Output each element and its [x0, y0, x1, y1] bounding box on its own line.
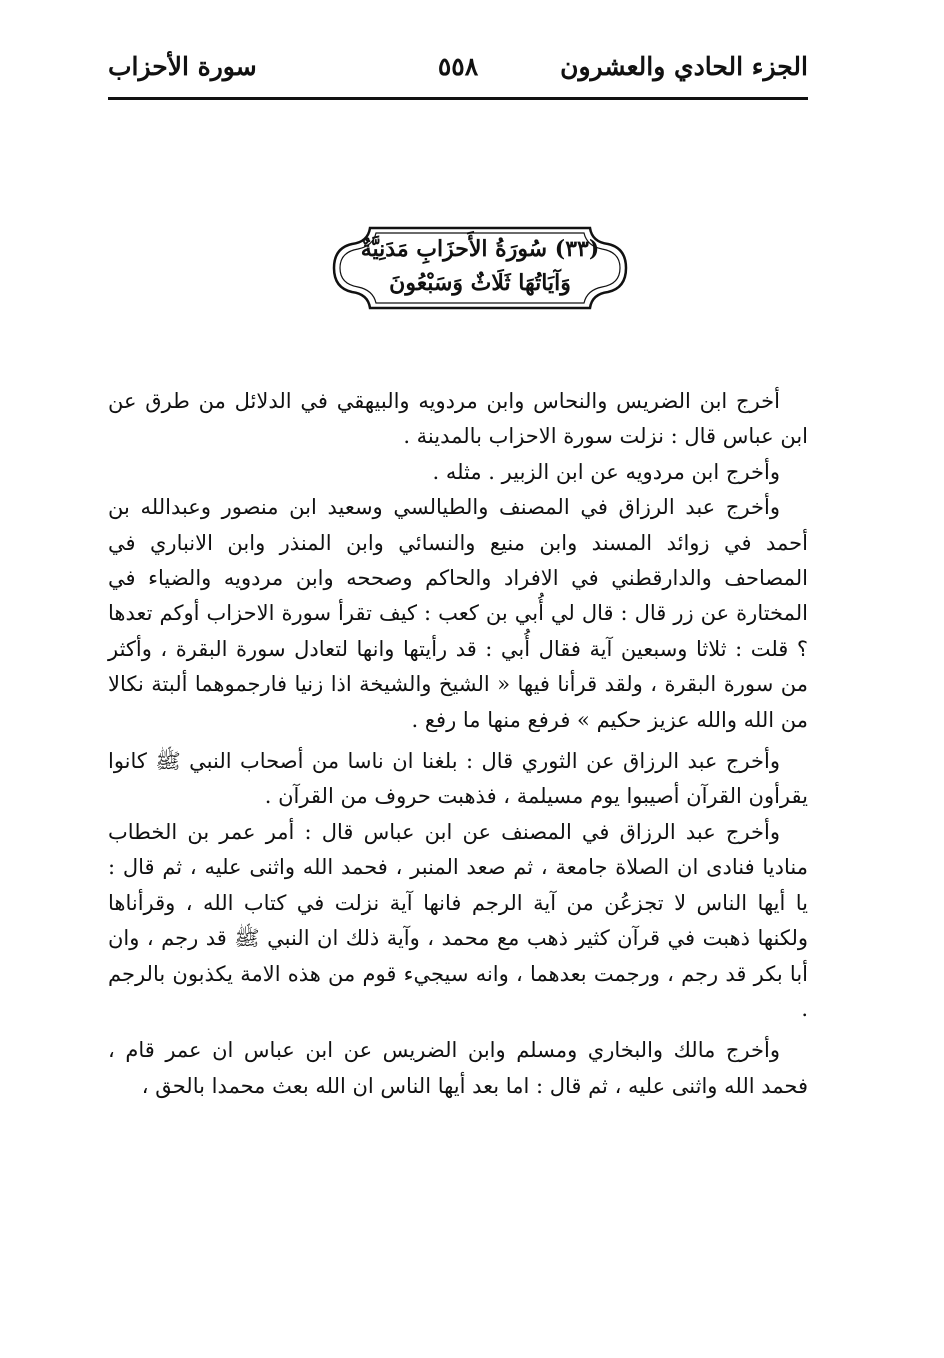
header-rule — [108, 97, 808, 100]
surah-heading-text — [330, 232, 630, 300]
paragraph: أخرج ابن الضريس والنحاس وابن مردويه والبيهقي في الدلائل من طرق عن ابن عباس قال : نزلت سورة الاحزاب بالمدينة . — [108, 389, 808, 449]
page-number: ٥٥٨ — [437, 52, 479, 81]
paragraph: وأخرج عبد الرزاق عن الثوري قال : بلغنا ان ناسا من أصحاب النبي ﷺ كانوا يقرأون القرآن أصيبوا يوم مسيلمة ، فذهبت حروف من القرآن . — [108, 749, 808, 809]
surah-heading-cartouche — [330, 224, 630, 312]
part-title: الجزء الحادي والعشرون — [560, 52, 808, 81]
paragraph: وأخرج عبد الرزاق في المصنف عن ابن عباس قال : أمر عمر بن الخطاب مناديا فنادى ان الصلاة جامعة ، ثم صعد المنبر ، فحمد الله واثنى عليه ، ثم قال : يا أيها الناس لا تجزعُن من آية الرجم فانها آية نزلت في كتاب الله ، وقرأناها ولكنها ذهبت في قرآن كثير ذهب مع محمد ، وآية ذلك ان النبي ﷺ قد رجم ، وان أبا بكر قد رجم ، ورجمت بعدهما ، وانه سيجيء قوم من هذه الامة يكذبون بالرجم . — [108, 819, 808, 1021]
paragraph: وأخرج عبد الرزاق في المصنف والطيالسي وسعيد ابن منصور وعبدالله بن أحمد في زوائد المسند وابن منيع والنسائي وابن المنذر وابن الانباري في المصاحف والدارقطني في الافراد والحاكم وصححه وابن مردويه والضياء في المختارة عن زر قال : قال لي أُبي بن كعب : كيف تقرأ سورة الاحزاب أوكم تعدها ؟ قلت : ثلاثا وسبعين آية فقال أُبي : قد رأيتها وانها لتعادل سورة البقرة ، وأكثر من سورة البقرة ، ولقد قرأنا فيها « الشيخ والشيخة اذا زنيا فارجموهما ألبتة نكالا من الله والله عزيز حكيم » فرفع منها ما رفع . — [108, 495, 808, 732]
surah-heading-line-1: (٣٣) سُورَةُ الأَحزَابِ مَدَنِيَّةٌ — [360, 236, 600, 262]
surah-title: سورة الأحزاب — [108, 52, 257, 81]
paragraph: وأخرج مالك والبخاري ومسلم وابن الضريس عن ابن عباس ان عمر قام ، فحمد الله واثنى عليه ، ثم قال : اما بعد أيها الناس ان الله بعث محمدا بالحق ، — [108, 1038, 808, 1098]
paragraph: وأخرج ابن مردويه عن ابن الزبير . مثله . — [432, 459, 780, 484]
body-text — [108, 384, 808, 1104]
surah-heading-line-2: وَآيَاتُهَا ثَلَاثٌ وَسَبْعُونَ — [389, 270, 571, 296]
running-header — [108, 52, 808, 96]
